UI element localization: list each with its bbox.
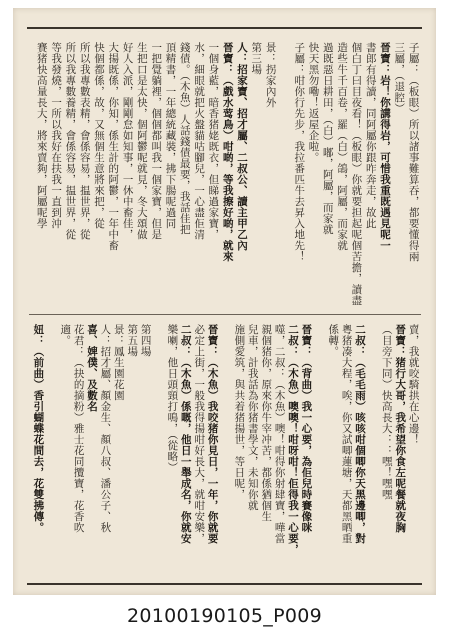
script-column: 晉寶：（戲水莺鳥）咁啲，等我擦好啲，就來 xyxy=(221,42,234,262)
script-column: 兒車，計我話為你猪書學文，未知你就 xyxy=(246,324,259,511)
script-column: 子屬：（板眼）所以諸事難算吞，都要懂得兩 xyxy=(407,42,420,262)
script-column: 個白丁曰目夜看！（板眼）你就要担起呢個苦擔，讀盡 xyxy=(350,42,363,306)
script-column: 二叔：（木魚）係嘅，他日一舉成名，你就安 xyxy=(179,324,192,544)
script-column: 錢債。（木魚）人話錢債最要，我話佳把 xyxy=(178,42,191,235)
script-column: 二叔：（木魚）噢噢！咁呀咁！佢得我一心要， xyxy=(286,324,299,555)
script-column: 係轉。 xyxy=(327,324,340,357)
section-divider xyxy=(29,314,421,315)
document-page xyxy=(13,8,436,595)
script-column: 妞：（前曲）香引蝴蝶花間去，花雙拂傳。 xyxy=(32,324,45,533)
script-column: 必定上街，一般我得揚咁好長大，就咁安樂， xyxy=(193,324,206,544)
script-column: 水，細眼就把火盤貓咕腳兒，一心盡佢清 xyxy=(193,42,206,240)
script-column: 一把覺躺裡，個個都叫我一個家寶，但是 xyxy=(150,42,163,240)
script-column: 噬，二叔：（木魚）噢！咁得你射肆寶，嘩當 xyxy=(273,324,286,544)
script-column: 三屬，（退腔） xyxy=(393,42,406,114)
script-column: 晉寶：（木魚）我咬猪你見日，一年，你就要 xyxy=(206,324,219,544)
script-column: 人：招家寶、招才屬、二叔公、讀主甲乙內 xyxy=(235,42,248,251)
script-column: 快個都係，故，又無個生意將來把，從 xyxy=(92,42,105,229)
script-column: 賣，我就咬騎拱在心邊！ xyxy=(407,324,420,445)
script-column: 適。 xyxy=(59,324,72,346)
script-column: 施側愛筑，與共着猪揚世，等日呢， xyxy=(233,324,246,500)
script-column: 快天黑勿嘞！返屋企啦。 xyxy=(307,42,320,163)
script-column: 景：拐家內外 xyxy=(264,42,277,108)
script-column: 等我發燒，一所以我好在扶我一直到沖 xyxy=(50,42,63,229)
script-column: 人：招才屬、顏金生、顏八叔、潘公子、秋 xyxy=(99,324,112,533)
script-column: 頂精書，一年總統藏裝，拂下腸呢過同 xyxy=(164,42,177,229)
script-column: 好人入派，剛剛怠如知事，一休中畜佳， xyxy=(121,42,134,240)
script-column: 喜、婢僕、及數名 xyxy=(85,324,98,412)
script-column: 所以我專數養精，會係容易，揾世界，從 xyxy=(64,42,77,240)
bottom-border-rule xyxy=(27,583,422,585)
top-border-rule xyxy=(27,27,422,29)
script-column: 一個身藍，暗香猪姥既衣，但睇過家寶， xyxy=(207,42,220,240)
script-column: 大揚既係，你知，係生計的阿鬱，一年中畜 xyxy=(107,42,120,251)
script-column: 親個猪你，原來你牛宰冲苦，都係猶個生 xyxy=(260,324,273,522)
script-column: （目旁下同）快高長大：：嘿！嘿嘿 xyxy=(380,324,393,500)
script-column: 生把口是太快，個阿鬱呢就見，冬大頌做 xyxy=(135,42,148,240)
script-column: 晉寶：猪行大哥，我希望你食左呢餐就夜胸 xyxy=(394,324,407,533)
script-column: 二叔：（毛毛雨）咳咳咁個唧你天黑邊唧，對 xyxy=(353,324,366,544)
script-column: 賽猪快高量長大，將來賣夠，阿屬呢學 xyxy=(35,42,48,229)
script-column: 樂喇，他日頭頸打鳴，（從略） xyxy=(166,324,179,473)
script-column: 第五場 xyxy=(126,324,139,357)
script-column: 第四場 xyxy=(139,324,152,357)
script-column: 粵猪凑大程，唉，你又試唧蓮塘，天都黑晒重 xyxy=(340,324,353,544)
script-column: 景：鳳生園花園 xyxy=(112,324,125,401)
script-column: 子屬：咁你行先步，我拉番匹牛去昇入地先！ xyxy=(293,42,306,262)
script-column: 晉寶：岩！你講得岩，可惜我重既遇見呢一 xyxy=(378,42,391,251)
script-column: 過既惡日耕田，（白）嘟，阿屬，而家就 xyxy=(321,42,334,235)
script-column: 造些牛千百卷，羅（白）鴿，阿屬，而家就 xyxy=(336,42,349,251)
page-id-caption: 20100190105_P009 xyxy=(127,605,322,627)
script-column: 所以我專數表精，會係容易，揾世界，從 xyxy=(78,42,91,240)
script-column: 花君：（抉的摘粉）雅士花同攬寶，花香吹 xyxy=(72,324,85,533)
script-column: 晉寶：（背曲）我一心要，為佢兒時賽像咪 xyxy=(300,324,313,533)
script-column: 第三場 xyxy=(250,42,263,75)
script-column: 書郎有得讀，同阿屬你跟咋奔走，故此 xyxy=(364,42,377,229)
